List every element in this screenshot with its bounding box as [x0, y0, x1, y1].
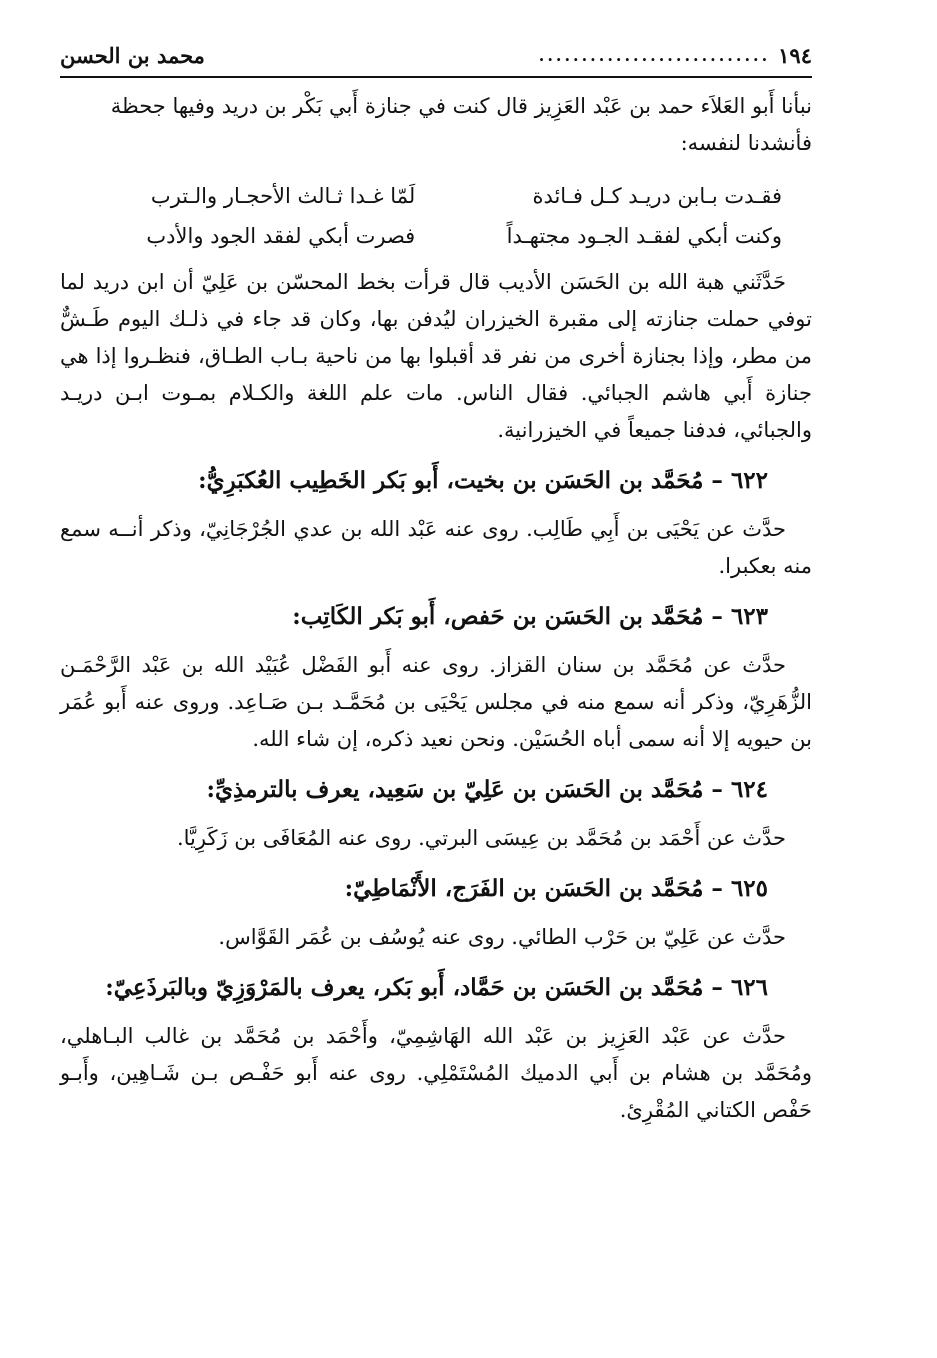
entry-title: مُحَمَّد بن الحَسَن بن عَلِيّ بن سَعِيد، يعرف بالترمذِيِّ: — [206, 776, 704, 803]
entry-text: حدَّث عن يَحْيَى بن أَبِي طَالِب. روى عنه عَبْد الله بن عدي الجُرْجَانِيّ، وذكر أنــه سمع منه بعكبرا. — [60, 517, 812, 578]
entry-text: حدَّث عن عَبْد العَزِيز بن عَبْد الله الهَاشِمِيّ، وأَحْمَد بن مُحَمَّد بن غالب البـاهلي، ومُحَمَّد بن هشام بن أَبي الدميك المُسْتَمْلِي. روى عنه أَبو حَفْـص بـن شَـاهِين، وأَبـو حَفْص الكتاني المُقْرِئ. — [60, 1024, 812, 1122]
entry-number: ٦٢٥ – — [711, 875, 768, 902]
entry-title: مُحَمَّد بن الحَسَن بن بخيت، أَبو بَكر الخَطِيب العُكبَرِيُّ: — [198, 467, 704, 494]
verse-first-hemistich: وكنت أبكي لفقـد الجـود مجتهـداً — [506, 224, 782, 248]
header-dots: ........................... — [538, 45, 771, 65]
verse-first-hemistich: فقـدت بـابن دريـد كـل فـائدة — [532, 184, 782, 208]
entry-title: مُحَمَّد بن الحَسَن بن حَفص، أَبو بَكر الكَاتِب: — [292, 603, 704, 630]
entry-heading — [60, 461, 812, 501]
entry-title: مُحَمَّد بن الحَسَن بن الفَرَج، الأَنْمَاطِيّ: — [344, 875, 704, 902]
entry-heading — [60, 597, 812, 637]
entry — [60, 597, 812, 758]
entry — [60, 869, 812, 956]
entry-number: ٦٢٢ – — [711, 467, 768, 494]
entry — [60, 461, 812, 585]
narration-paragraph: حَدَّثَني هبة الله بن الحَسَن الأديب قال قرأت بخط المحسّن بن عَلِيّ أن ابن دريد لما توفي حملت جنازته إلى مقبرة الخيزران ليُدفن بها، وكان قد جاء في ذلـك اليوم طَـشٌّ من مطر، وإذا بجنازة أخرى من نفر قد أقبلوا بها من ناحية بـاب الطـاق، فنظـروا إذا هي جنازة أَبي هاشم الجبائي. فقال الناس. مات علم اللغة والكـلام بمـوت ابـن دريـد والجبائي، فدفنا جميعاً في الخيزرانية. — [60, 270, 812, 442]
entry-heading — [60, 968, 812, 1008]
entry-heading — [60, 770, 812, 810]
document-page — [60, 38, 812, 1129]
verse-second-hemistich: فصرت أبكي لفقد الجود والأدب — [146, 224, 416, 248]
entry-text: حدَّث عن مُحَمَّد بن سنان القزاز. روى عنه أَبو الفَضْل عُبَيْد الله بن عَبْد الرَّحْمَـن الزُّهَرِيّ، وذكر أنه سمع منه في مجلس يَحْيَى بن مُحَمَّـد بـن صَـاعِد. وروى عنه أَبو عُمَر بن حيويه إلا أنه سمى أباه الحُسَيْن. ونحن نعيد ذكره، إن شاء الله. — [60, 653, 812, 751]
page-number: ١٩٤ — [778, 42, 812, 68]
entry — [60, 968, 812, 1129]
entry — [60, 770, 812, 857]
intro-line-2: فأنشدنا لنفسه: — [680, 131, 812, 155]
entry-title: مُحَمَّد بن الحَسَن بن حَمَّاد، أَبو بَكر، يعرف بالمَرْوَزِيّ وبالبَرذَعِيّ: — [105, 974, 704, 1001]
header-rule — [60, 76, 812, 78]
poem-verse — [60, 216, 812, 256]
entry-heading — [60, 869, 812, 909]
entry-number: ٦٢٦ – — [711, 974, 768, 1001]
running-title: محمد بن الحسن — [60, 42, 205, 68]
page-header — [60, 38, 812, 72]
intro-line-1: نبأنا أَبو العَلاَء حمد بن عَبْد العَزِيز قال كنت في جنازة أَبي بَكْر بن دريد وفيها جحظة — [110, 94, 812, 118]
entry-number: ٦٢٤ – — [711, 776, 768, 803]
entry-text: حدَّث عن أَحْمَد بن مُحَمَّد بن عِيسَى البرتي. روى عنه المُعَافَى بن زَكَرِيَّا. — [176, 826, 786, 850]
poem — [60, 176, 812, 256]
entry-text: حدَّث عن عَلِيّ بن حَرْب الطائي. روى عنه يُوسُف بن عُمَر القَوَّاس. — [218, 925, 786, 949]
entry-number: ٦٢٣ – — [711, 603, 768, 630]
verse-second-hemistich: لَمّا غـدا ثـالث الأحجـار والـترب — [150, 184, 416, 208]
poem-verse — [60, 176, 812, 216]
